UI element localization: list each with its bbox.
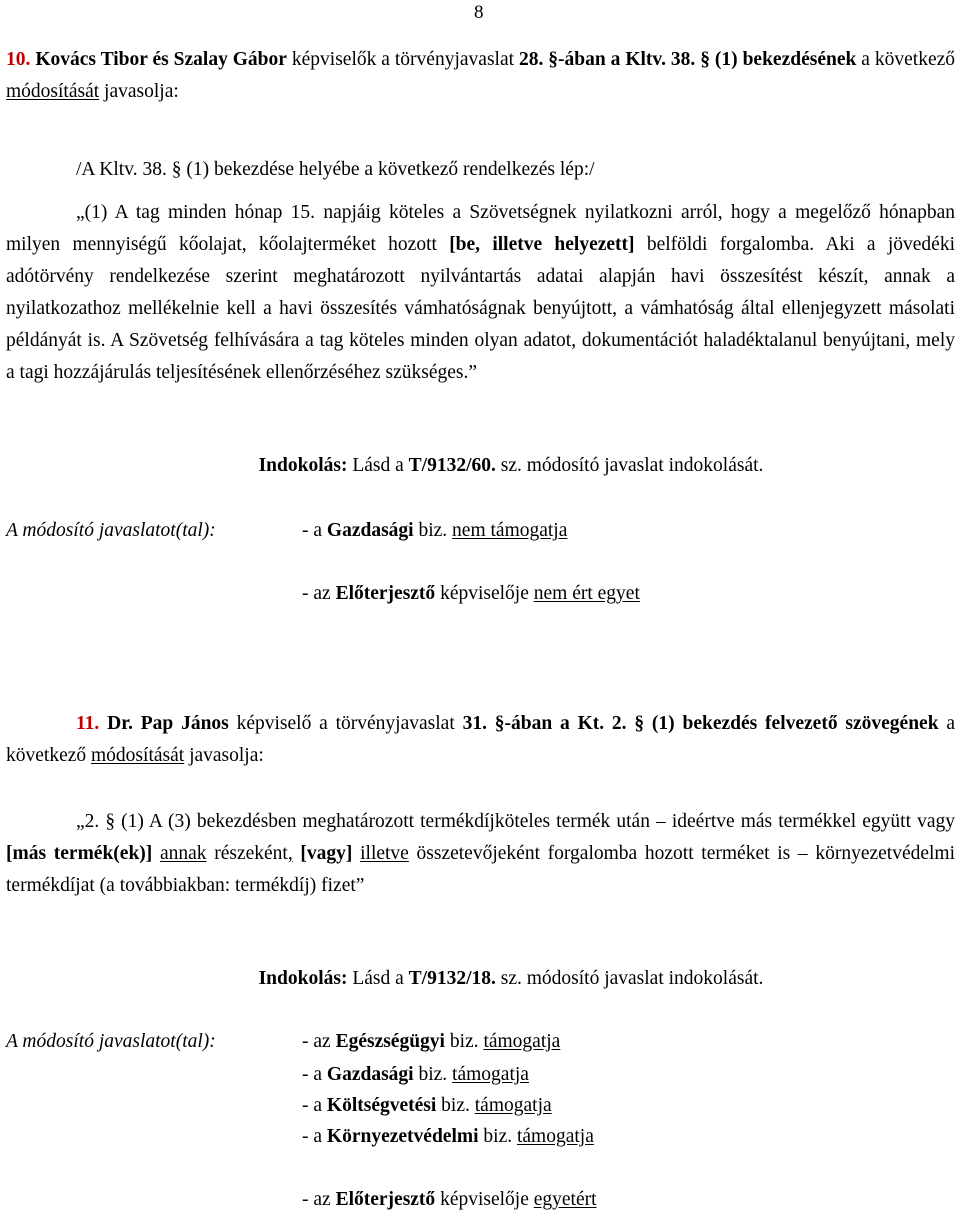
item-10-justification: Indokolás: Lásd a T/9132/60. sz. módosító javaslat indokolását. bbox=[258, 455, 764, 476]
item-11-quote: „2. § (1) A (3) bekezdésben meghatározott termékdíjköteles termék után – ideértve más termékkel együtt vagy [más termék(ek)] annak részeként, [vagy] illetve összetevőjeként forgalomba hozott terméket is – környezetvédelmi termékdíjat (a továbbiakban: termékdíj) fizet” bbox=[6, 811, 956, 896]
item-10-target: 28. §-ában a Kltv. 38. § (1) bekezdésének bbox=[518, 49, 857, 70]
item-11-opinion: - az Előterjesztő képviselője egyetért bbox=[302, 1189, 597, 1210]
page-number: 8 bbox=[474, 2, 484, 23]
item-10-opinion: - a Gazdasági biz. nem támogatja bbox=[302, 520, 568, 541]
item-11-number: 11. bbox=[76, 713, 100, 734]
item-10-proposers: Kovács Tibor és Szalay Gábor bbox=[30, 49, 287, 70]
item-11-opinions-label: A módosító javaslatot(tal): bbox=[6, 1031, 216, 1052]
item-11-justification: Indokolás: Lásd a T/9132/18. sz. módosító javaslat indokolását. bbox=[258, 968, 764, 989]
item-11-opinion: - a Gazdasági biz. támogatja bbox=[302, 1064, 529, 1085]
item-10-opinions-label: A módosító javaslatot(tal): bbox=[6, 520, 216, 541]
item-11-opinion: - a Költségvetési biz. támogatja bbox=[302, 1095, 552, 1116]
item-10-quote: „(1) A tag minden hónap 15. napjáig köteles a Szövetségnek nyilatkozni arról, hogy a megelőző hónapban milyen mennyiségű kőolajat, kőolajterméket hozott [be, illetve helyezett] belföldi forgalomba. Aki a jövedéki adótörvény rendelkezése szerint meghatározott nyilvántartás adatai alapján havi összesítést készít, annak a nyilatkozathoz mellékelnie kell a havi összesítés vámhatóságnak benyújtott, a vámhatóság által ellenjegyzett másolati példányát is. A Szövetség felhívására a tag köteles minden olyan adatot, dokumentációt haladéktalanul benyújtani, mely a tagi hozzájárulás teljesítésének ellenőrzéséhez szükséges.” bbox=[6, 202, 955, 383]
item-11-opinion: - az Egészségügyi biz. támogatja bbox=[302, 1031, 561, 1052]
item-11-target: 31. §-ában a Kt. 2. § (1) bekezdés felvezető szövegének bbox=[462, 713, 939, 734]
item-11-heading: 11. Dr. Pap János képviselő a törvényjavaslat 31. §-ában a Kt. 2. § (1) bekezdés felvezető szövegének a következő módosítását javasolja: bbox=[6, 713, 956, 766]
item-11-proposer: Dr. Pap János bbox=[99, 713, 229, 734]
item-11-opinion: - a Környezetvédelmi biz. támogatja bbox=[302, 1126, 594, 1147]
item-10-number: 10. bbox=[6, 49, 31, 70]
item-10-quote-deleted: [be, illetve helyezett] bbox=[449, 234, 635, 255]
item-10-heading: 10. Kovács Tibor és Szalay Gábor képviselők a törvényjavaslat 28. §-ában a Kltv. 38. § (1) bekezdésének a következő módosítását javasolja: bbox=[6, 49, 956, 102]
item-10-quote-intro: /A Kltv. 38. § (1) bekezdése helyébe a következő rendelkezés lép:/ bbox=[76, 159, 595, 180]
item-10-opinion: - az Előterjesztő képviselője nem ért egyet bbox=[302, 583, 640, 604]
item-11-quote-deleted: [más termék(ek)] bbox=[6, 843, 153, 864]
